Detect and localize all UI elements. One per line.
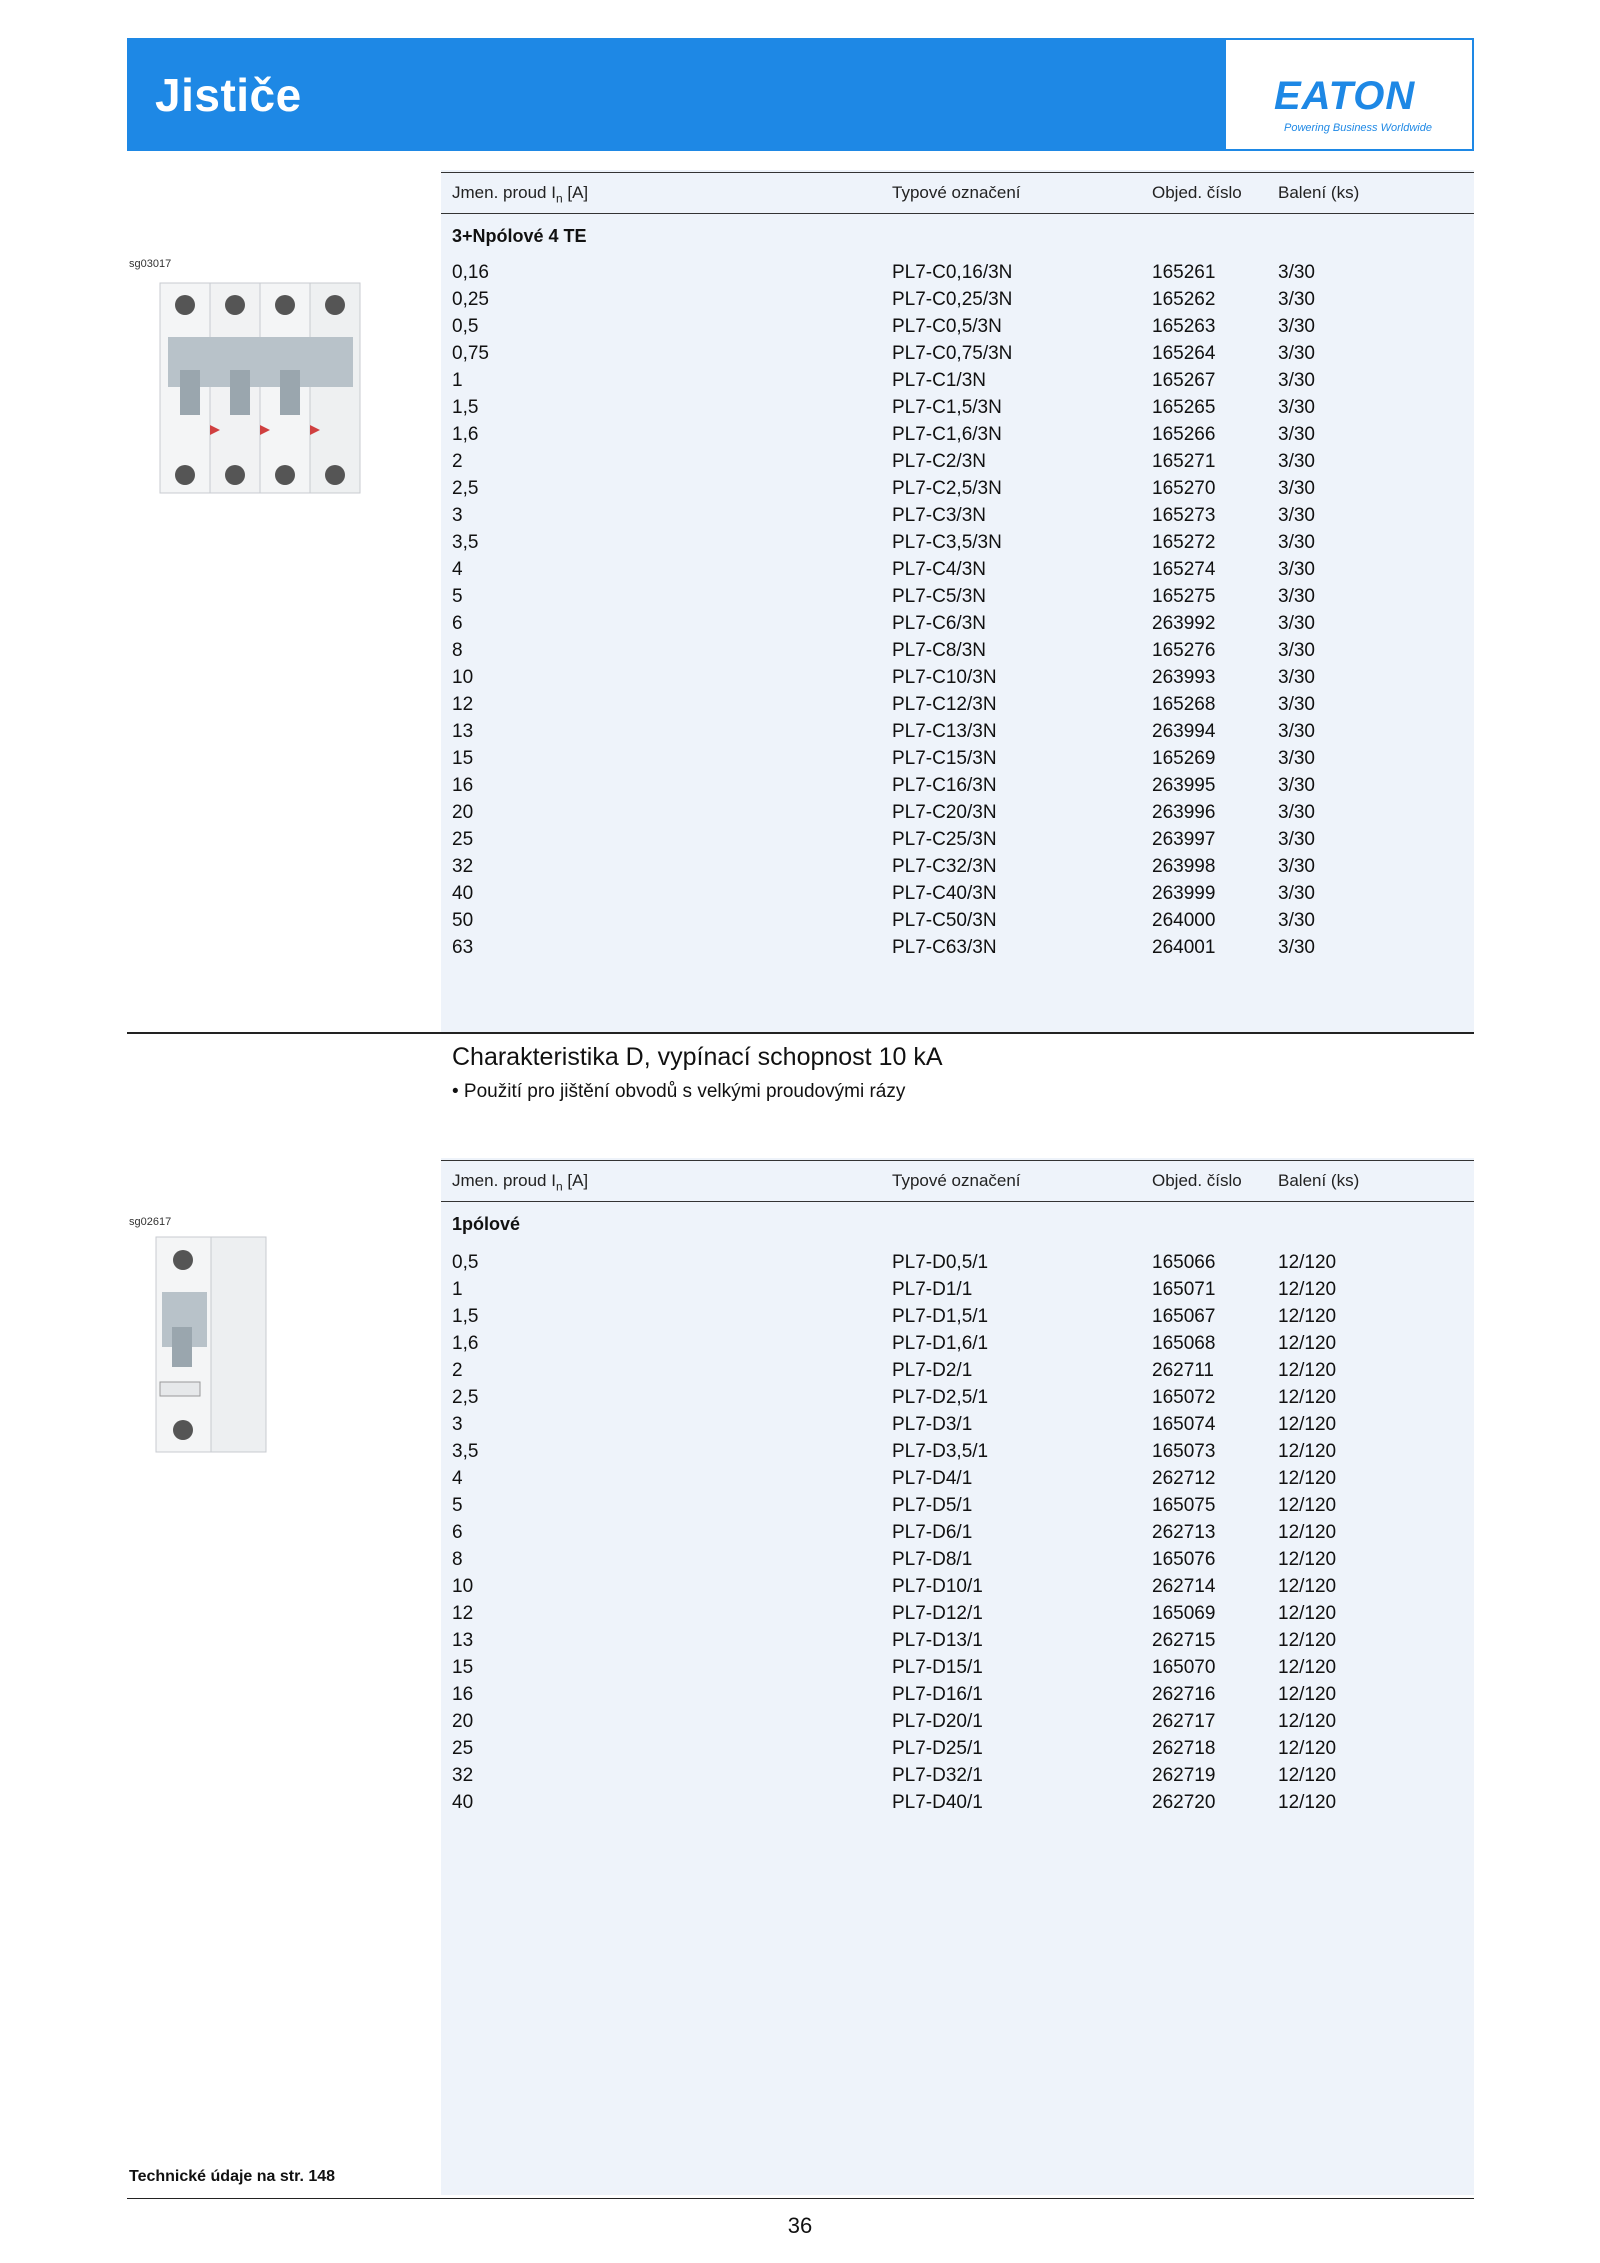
table-row [441, 1438, 1474, 1465]
page-header [127, 38, 1474, 151]
table-header [441, 172, 1474, 214]
table-row [441, 1735, 1474, 1762]
cell-type: PL7-D1,5/1 [892, 1306, 989, 1327]
cell-type: PL7-D1/1 [892, 1279, 973, 1300]
cell-rated-current: 0,5 [452, 316, 479, 337]
cell-type: PL7-C3/3N [892, 505, 986, 526]
cell-type: PL7-D40/1 [892, 1792, 983, 1813]
cell-order-number: 264000 [1152, 910, 1216, 931]
cell-rated-current: 1 [452, 1279, 463, 1300]
cell-type: PL7-C32/3N [892, 856, 997, 877]
cell-rated-current: 0,25 [452, 289, 489, 310]
cell-order-number: 263997 [1152, 829, 1216, 850]
cell-rated-current: 16 [452, 1684, 474, 1705]
cell-pack: 12/120 [1278, 1252, 1337, 1273]
cell-pack: 3/30 [1278, 748, 1315, 769]
cell-rated-current: 20 [452, 1711, 474, 1732]
table-row [441, 1762, 1474, 1789]
col-type: Typové označení [892, 183, 1021, 202]
table-row [441, 1681, 1474, 1708]
table-row [441, 340, 1474, 367]
cell-pack: 12/120 [1278, 1657, 1337, 1678]
cell-type: PL7-C15/3N [892, 748, 997, 769]
cell-type: PL7-C1,6/3N [892, 424, 1002, 445]
cell-pack: 3/30 [1278, 775, 1315, 796]
cell-rated-current: 50 [452, 910, 474, 931]
cell-type: PL7-C0,5/3N [892, 316, 1002, 337]
group-title: 1pólové [452, 1214, 521, 1234]
table-row [441, 367, 1474, 394]
table-row [441, 880, 1474, 907]
cell-order-number: 262720 [1152, 1792, 1216, 1813]
cell-rated-current: 10 [452, 1576, 474, 1597]
cell-pack: 12/120 [1278, 1279, 1337, 1300]
col-rated-current: Jmen. proud I [452, 1171, 556, 1190]
cell-rated-current: 2 [452, 1360, 463, 1381]
cell-pack: 12/120 [1278, 1441, 1337, 1462]
cell-pack: 12/120 [1278, 1792, 1337, 1813]
cell-pack: 3/30 [1278, 559, 1315, 580]
cell-order-number: 263995 [1152, 775, 1216, 796]
table-row [441, 1384, 1474, 1411]
cell-order-number: 165267 [1152, 370, 1216, 391]
cell-order-number: 165271 [1152, 451, 1216, 472]
cell-rated-current: 6 [452, 613, 463, 634]
cell-order-number: 264001 [1152, 937, 1216, 958]
cell-order-number: 165076 [1152, 1549, 1216, 1570]
cell-order-number: 165069 [1152, 1603, 1216, 1624]
cell-order-number: 165272 [1152, 532, 1216, 553]
cell-rated-current: 0,75 [452, 343, 489, 364]
cell-rated-current: 3,5 [452, 1441, 479, 1462]
cell-rated-current: 13 [452, 721, 474, 742]
cell-rated-current: 1,5 [452, 1306, 479, 1327]
cell-rated-current: 5 [452, 586, 463, 607]
table-row [441, 1492, 1474, 1519]
table-row [441, 448, 1474, 475]
image-label: sg02617 [129, 1216, 172, 1228]
cell-type: PL7-C0,16/3N [892, 262, 1013, 283]
eaton-logo [1224, 38, 1474, 151]
cell-order-number: 165067 [1152, 1306, 1216, 1327]
cell-order-number: 165070 [1152, 1657, 1216, 1678]
table-row [441, 502, 1474, 529]
cell-rated-current: 1,6 [452, 424, 479, 445]
table-row [441, 286, 1474, 313]
cell-type: PL7-C5/3N [892, 586, 986, 607]
cell-order-number: 165275 [1152, 586, 1216, 607]
cell-rated-current: 4 [452, 559, 463, 580]
cell-type: PL7-C6/3N [892, 613, 986, 634]
cell-rated-current: 40 [452, 883, 474, 904]
cell-pack: 3/30 [1278, 829, 1315, 850]
cell-order-number: 165265 [1152, 397, 1216, 418]
cell-rated-current: 5 [452, 1495, 463, 1516]
group-title: 3+Npólové 4 TE [452, 226, 587, 246]
table-row [441, 610, 1474, 637]
cell-pack: 3/30 [1278, 289, 1315, 310]
cell-rated-current: 0,5 [452, 1252, 479, 1273]
cell-order-number: 263992 [1152, 613, 1216, 634]
cell-pack: 12/120 [1278, 1468, 1337, 1489]
table-row [441, 745, 1474, 772]
breaker-1pole-image [150, 1232, 275, 1462]
cell-rated-current: 12 [452, 694, 474, 715]
section-title: Charakteristika D, vypínací schopnost 10 kA [452, 1043, 943, 1071]
cell-pack: 12/120 [1278, 1630, 1337, 1651]
table-row [441, 1519, 1474, 1546]
table-row [441, 664, 1474, 691]
cell-order-number: 165273 [1152, 505, 1216, 526]
cell-type: PL7-C2/3N [892, 451, 986, 472]
table-row [441, 421, 1474, 448]
cell-pack: 3/30 [1278, 532, 1315, 553]
cell-order-number: 262714 [1152, 1576, 1216, 1597]
table-row [441, 799, 1474, 826]
table-row [441, 1654, 1474, 1681]
cell-rated-current: 2,5 [452, 1387, 479, 1408]
cell-pack: 12/120 [1278, 1360, 1337, 1381]
cell-order-number: 165073 [1152, 1441, 1216, 1462]
table-row [441, 475, 1474, 502]
col-pack: Balení (ks) [1278, 183, 1360, 202]
cell-order-number: 165262 [1152, 289, 1216, 310]
table-row [441, 1708, 1474, 1735]
cell-order-number: 262715 [1152, 1630, 1216, 1651]
cell-pack: 3/30 [1278, 424, 1315, 445]
cell-type: PL7-D16/1 [892, 1684, 983, 1705]
cell-type: PL7-C16/3N [892, 775, 997, 796]
cell-rated-current: 16 [452, 775, 474, 796]
cell-pack: 3/30 [1278, 721, 1315, 742]
cell-rated-current: 0,16 [452, 262, 489, 283]
table-row [441, 718, 1474, 745]
cell-order-number: 263994 [1152, 721, 1216, 742]
table-row [441, 1357, 1474, 1384]
table-body [441, 259, 1474, 961]
cell-type: PL7-D15/1 [892, 1657, 983, 1678]
table-row [441, 1573, 1474, 1600]
cell-type: PL7-C50/3N [892, 910, 997, 931]
cell-pack: 12/120 [1278, 1306, 1337, 1327]
cell-rated-current: 10 [452, 667, 474, 688]
cell-rated-current: 4 [452, 1468, 463, 1489]
table-row [441, 1546, 1474, 1573]
cell-type: PL7-C40/3N [892, 883, 997, 904]
table-row [441, 1465, 1474, 1492]
cell-rated-current: 1,5 [452, 397, 479, 418]
cell-pack: 12/120 [1278, 1603, 1337, 1624]
cell-rated-current: 13 [452, 1630, 474, 1651]
cell-order-number: 262718 [1152, 1738, 1216, 1759]
section-divider [127, 1032, 1474, 1034]
cell-type: PL7-C0,75/3N [892, 343, 1013, 364]
cell-type: PL7-D2/1 [892, 1360, 973, 1381]
col-rated-current-unit: [A] [567, 1171, 589, 1190]
cell-type: PL7-D10/1 [892, 1576, 983, 1597]
table-row [441, 826, 1474, 853]
cell-type: PL7-D4/1 [892, 1468, 973, 1489]
cell-pack: 3/30 [1278, 451, 1315, 472]
cell-pack: 3/30 [1278, 370, 1315, 391]
cell-rated-current: 63 [452, 937, 474, 958]
cell-rated-current: 8 [452, 1549, 463, 1570]
footer-note: Technické údaje na str. 148 [129, 2168, 336, 2185]
cell-pack: 12/120 [1278, 1711, 1337, 1732]
col-type: Typové označení [892, 1171, 1021, 1190]
cell-order-number: 165068 [1152, 1333, 1216, 1354]
cell-order-number: 165263 [1152, 316, 1216, 337]
cell-rated-current: 32 [452, 856, 474, 877]
cell-order-number: 165264 [1152, 343, 1216, 364]
cell-type: PL7-C1,5/3N [892, 397, 1002, 418]
cell-type: PL7-C3,5/3N [892, 532, 1002, 553]
table-row [441, 1627, 1474, 1654]
table-row [441, 259, 1474, 286]
cell-order-number: 262717 [1152, 1711, 1216, 1732]
cell-order-number: 165075 [1152, 1495, 1216, 1516]
table-row [441, 1303, 1474, 1330]
col-rated-current-sub: n [555, 191, 563, 206]
table-row [441, 853, 1474, 880]
cell-order-number: 165270 [1152, 478, 1216, 499]
cell-order-number: 165274 [1152, 559, 1216, 580]
cell-type: PL7-D5/1 [892, 1495, 973, 1516]
cell-pack: 3/30 [1278, 667, 1315, 688]
cell-rated-current: 8 [452, 640, 463, 661]
cell-rated-current: 32 [452, 1765, 474, 1786]
cell-pack: 12/120 [1278, 1684, 1337, 1705]
cell-order-number: 165066 [1152, 1252, 1216, 1273]
col-order: Objed. číslo [1152, 183, 1242, 202]
cell-pack: 12/120 [1278, 1549, 1337, 1570]
table-row [441, 394, 1474, 421]
cell-rated-current: 1 [452, 370, 463, 391]
table-row [441, 1276, 1474, 1303]
cell-order-number: 165074 [1152, 1414, 1216, 1435]
table-header [441, 1160, 1474, 1202]
cell-order-number: 263998 [1152, 856, 1216, 877]
cell-pack: 3/30 [1278, 937, 1315, 958]
cell-rated-current: 40 [452, 1792, 474, 1813]
cell-order-number: 165269 [1152, 748, 1216, 769]
cell-type: PL7-D2,5/1 [892, 1387, 989, 1408]
cell-pack: 12/120 [1278, 1576, 1337, 1597]
cell-pack: 3/30 [1278, 613, 1315, 634]
cell-type: PL7-C2,5/3N [892, 478, 1002, 499]
col-rated-current-sub: n [555, 1179, 563, 1194]
cell-order-number: 165276 [1152, 640, 1216, 661]
cell-type: PL7-C10/3N [892, 667, 997, 688]
cell-rated-current: 25 [452, 1738, 474, 1759]
cell-order-number: 263999 [1152, 883, 1216, 904]
cell-pack: 12/120 [1278, 1414, 1337, 1435]
cell-type: PL7-D13/1 [892, 1630, 983, 1651]
cell-rated-current: 3 [452, 1414, 463, 1435]
image-label: sg03017 [129, 258, 172, 270]
cell-type: PL7-C12/3N [892, 694, 997, 715]
cell-pack: 3/30 [1278, 478, 1315, 499]
cell-rated-current: 15 [452, 1657, 474, 1678]
cell-type: PL7-D0,5/1 [892, 1252, 989, 1273]
bullet-text: • Použití pro jištění obvodů s velkými proudovými rázy [452, 1081, 906, 1102]
cell-rated-current: 1,6 [452, 1333, 479, 1354]
cell-rated-current: 25 [452, 829, 474, 850]
table-row [441, 556, 1474, 583]
cell-type: PL7-C1/3N [892, 370, 986, 391]
cell-type: PL7-C8/3N [892, 640, 986, 661]
cell-pack: 3/30 [1278, 586, 1315, 607]
cell-rated-current: 12 [452, 1603, 474, 1624]
cell-type: PL7-D12/1 [892, 1603, 983, 1624]
cell-rated-current: 2 [452, 451, 463, 472]
cell-type: PL7-C4/3N [892, 559, 986, 580]
cell-rated-current: 2,5 [452, 478, 479, 499]
cell-order-number: 165266 [1152, 424, 1216, 445]
cell-pack: 3/30 [1278, 694, 1315, 715]
table-row [441, 529, 1474, 556]
table-row [441, 1411, 1474, 1438]
col-rated-current-unit: [A] [567, 183, 589, 202]
cell-type: PL7-C0,25/3N [892, 289, 1013, 310]
cell-order-number: 165071 [1152, 1279, 1216, 1300]
cell-pack: 3/30 [1278, 910, 1315, 931]
cell-order-number: 165261 [1152, 262, 1216, 283]
cell-type: PL7-D1,6/1 [892, 1333, 989, 1354]
cell-order-number: 262712 [1152, 1468, 1216, 1489]
logo-wordmark: EATON [1274, 74, 1416, 118]
cell-pack: 3/30 [1278, 343, 1315, 364]
cell-order-number: 165072 [1152, 1387, 1216, 1408]
cell-pack: 3/30 [1278, 883, 1315, 904]
cell-type: PL7-C13/3N [892, 721, 997, 742]
cell-rated-current: 6 [452, 1522, 463, 1543]
cell-order-number: 262711 [1152, 1360, 1214, 1381]
table-row [441, 583, 1474, 610]
cell-rated-current: 15 [452, 748, 474, 769]
cell-type: PL7-D8/1 [892, 1549, 973, 1570]
table-row [441, 313, 1474, 340]
cell-pack: 3/30 [1278, 640, 1315, 661]
cell-order-number: 263996 [1152, 802, 1216, 823]
cell-pack: 3/30 [1278, 316, 1315, 337]
cell-rated-current: 20 [452, 802, 474, 823]
cell-order-number: 165268 [1152, 694, 1216, 715]
cell-pack: 12/120 [1278, 1333, 1337, 1354]
table-row [441, 637, 1474, 664]
cell-type: PL7-C63/3N [892, 937, 997, 958]
col-pack: Balení (ks) [1278, 1171, 1360, 1190]
table-row [441, 691, 1474, 718]
cell-type: PL7-D20/1 [892, 1711, 983, 1732]
breaker-4pole-image [150, 275, 375, 500]
cell-order-number: 262713 [1152, 1522, 1216, 1543]
table-row [441, 1249, 1474, 1276]
cell-pack: 3/30 [1278, 505, 1315, 526]
cell-type: PL7-D3/1 [892, 1414, 973, 1435]
cell-type: PL7-D3,5/1 [892, 1441, 989, 1462]
cell-type: PL7-C25/3N [892, 829, 997, 850]
cell-pack: 3/30 [1278, 802, 1315, 823]
cell-order-number: 263993 [1152, 667, 1216, 688]
cell-order-number: 262719 [1152, 1765, 1216, 1786]
table-row [441, 907, 1474, 934]
cell-pack: 12/120 [1278, 1522, 1337, 1543]
cell-pack: 12/120 [1278, 1738, 1337, 1759]
table-row [441, 1330, 1474, 1357]
table-row [441, 934, 1474, 961]
cell-pack: 12/120 [1278, 1387, 1337, 1408]
table-row [441, 1600, 1474, 1627]
logo-tagline: Powering Business Worldwide [1284, 122, 1432, 134]
page-title: Jističe [155, 69, 302, 121]
cell-pack: 3/30 [1278, 856, 1315, 877]
cell-type: PL7-C20/3N [892, 802, 997, 823]
footer-divider [127, 2198, 1474, 2199]
table-row [441, 1789, 1474, 1816]
col-rated-current: Jmen. proud I [452, 183, 556, 202]
col-order: Objed. číslo [1152, 1171, 1242, 1190]
cell-type: PL7-D32/1 [892, 1765, 983, 1786]
cell-pack: 12/120 [1278, 1495, 1337, 1516]
cell-order-number: 262716 [1152, 1684, 1216, 1705]
cell-pack: 3/30 [1278, 397, 1315, 418]
cell-type: PL7-D6/1 [892, 1522, 973, 1543]
cell-rated-current: 3,5 [452, 532, 479, 553]
cell-pack: 3/30 [1278, 262, 1315, 283]
cell-pack: 12/120 [1278, 1765, 1337, 1786]
cell-type: PL7-D25/1 [892, 1738, 983, 1759]
table-row [441, 772, 1474, 799]
cell-rated-current: 3 [452, 505, 463, 526]
table-body [441, 1249, 1474, 1816]
page-number: 36 [787, 2213, 813, 2238]
